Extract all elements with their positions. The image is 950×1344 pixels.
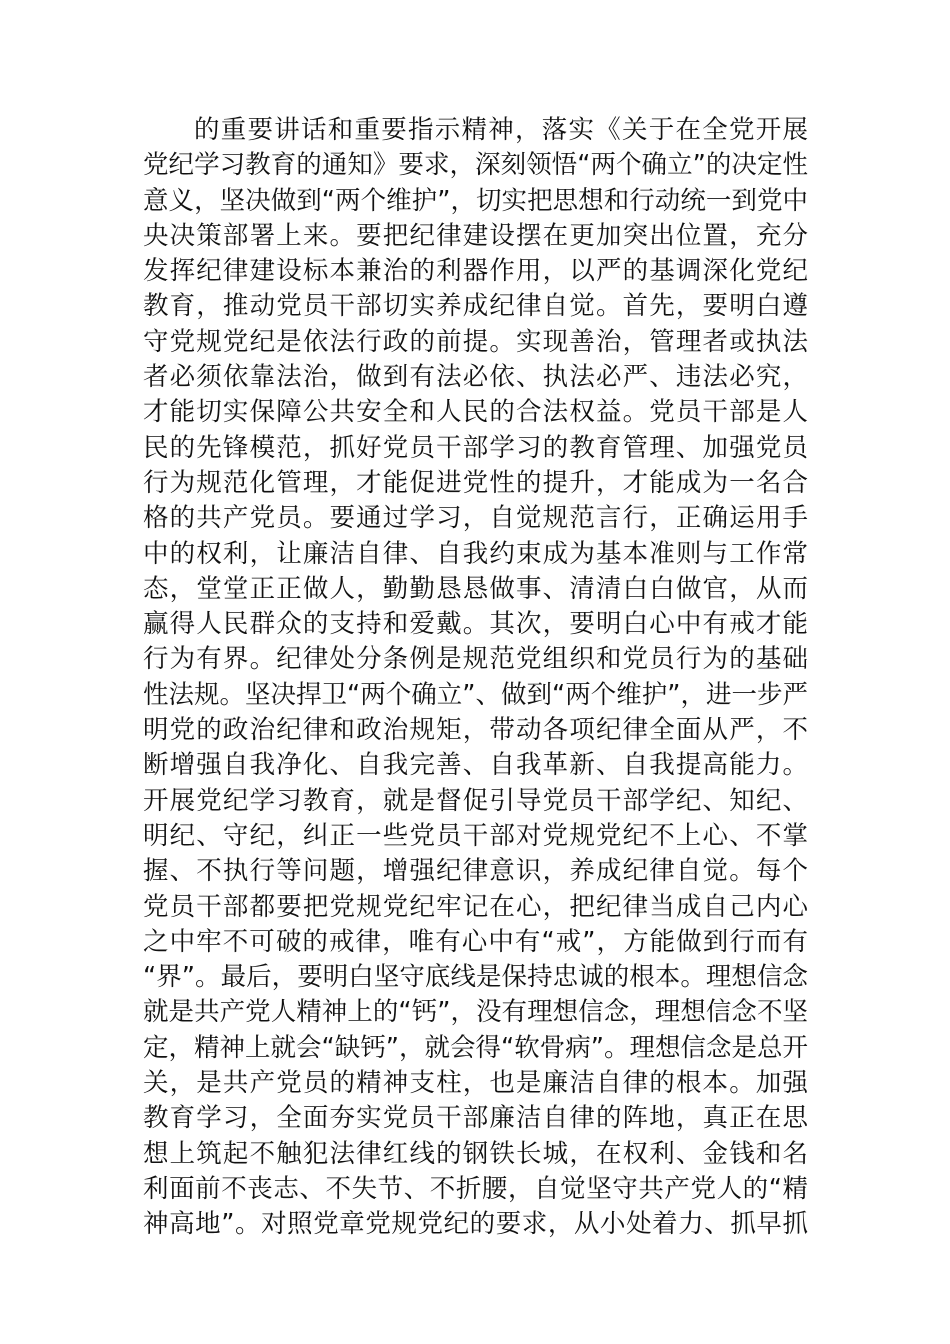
text-line: 赢得人民群众的支持和爱戴。其次，要明白心中有戒才能 — [143, 609, 808, 640]
text-line: 想上筑起不触犯法律红线的钢铁长城，在权利、金钱和名 — [143, 1138, 808, 1169]
text-line: 态，堂堂正正做人，勤勤恳恳做事、清清白白做官，从而 — [143, 573, 808, 604]
body-paragraph — [143, 113, 808, 1243]
text-line: 行为有界。纪律处分条例是规范党组织和党员行为的基础 — [143, 644, 808, 675]
text-line: 开展党纪学习教育，就是督促引导党员干部学纪、知纪、 — [143, 785, 808, 816]
text-line: 教育学习，全面夯实党员干部廉洁自律的阵地，真正在思 — [143, 1103, 808, 1134]
text-line: 才能切实保障公共安全和人民的合法权益。党员干部是人 — [143, 397, 808, 428]
text-line: 发挥纪律建设标本兼治的利器作用，以严的基调深化党纪 — [143, 256, 808, 287]
text-line: 之中牢不可破的戒律，唯有心中有“戒”，方能做到行而有 — [143, 926, 808, 957]
text-line: 守党规党纪是依法行政的前提。实现善治，管理者或执法 — [143, 326, 808, 357]
text-line: 行为规范化管理，才能促进党性的提升，才能成为一名合 — [143, 467, 808, 498]
text-line: 民的先锋模范，抓好党员干部学习的教育管理、加强党员 — [143, 432, 808, 463]
text-line: 利面前不丧志、不失节、不折腰，自觉坚守共产党人的“精 — [143, 1173, 808, 1204]
text-line: 格的共产党员。要通过学习，自觉规范言行，正确运用手 — [143, 503, 808, 534]
text-line: 者必须依靠法治，做到有法必依、执法必严、违法必究， — [143, 362, 808, 393]
text-line: 教育，推动党员干部切实养成纪律自觉。首先，要明白遵 — [143, 291, 808, 322]
text-line: 神高地”。对照党章党规党纪的要求，从小处着力、抓早抓 — [143, 1209, 808, 1240]
text-line: 明纪、守纪，纠正一些党员干部对党规党纪不上心、不掌 — [143, 820, 808, 851]
text-line: 意义，坚决做到“两个维护”，切实把思想和行动统一到党中 — [143, 185, 808, 216]
text-line: 党纪学习教育的通知》要求，深刻领悟“两个确立”的决定性 — [143, 150, 808, 181]
text-line: 性法规。坚决捍卫“两个确立”、做到“两个维护”，进一步严 — [143, 679, 808, 710]
text-line: “界”。最后，要明白坚守底线是保持忠诚的根本。理想信念 — [143, 962, 808, 993]
text-line: 定，精神上就会“缺钙”，就会得“软骨病”。理想信念是总开 — [143, 1032, 808, 1063]
text-line: 就是共产党人精神上的“钙”，没有理想信念，理想信念不坚 — [143, 997, 808, 1028]
text-line: 断增强自我净化、自我完善、自我革新、自我提高能力。 — [143, 750, 808, 781]
text-line: 关，是共产党员的精神支柱，也是廉洁自律的根本。加强 — [143, 1068, 808, 1099]
text-line: 党员干部都要把党规党纪牢记在心，把纪律当成自己内心 — [143, 891, 808, 922]
text-line: 握、不执行等问题，增强纪律意识，养成纪律自觉。每个 — [143, 856, 808, 887]
text-line: 明党的政治纪律和政治规矩，带动各项纪律全面从严，不 — [143, 715, 808, 746]
text-line: 的重要讲话和重要指示精神，落实《关于在全党开展 — [194, 115, 808, 145]
text-line: 中的权利，让廉洁自律、自我约束成为基本准则与工作常 — [143, 538, 808, 569]
text-line: 央决策部署上来。要把纪律建设摆在更加突出位置，充分 — [143, 220, 808, 251]
